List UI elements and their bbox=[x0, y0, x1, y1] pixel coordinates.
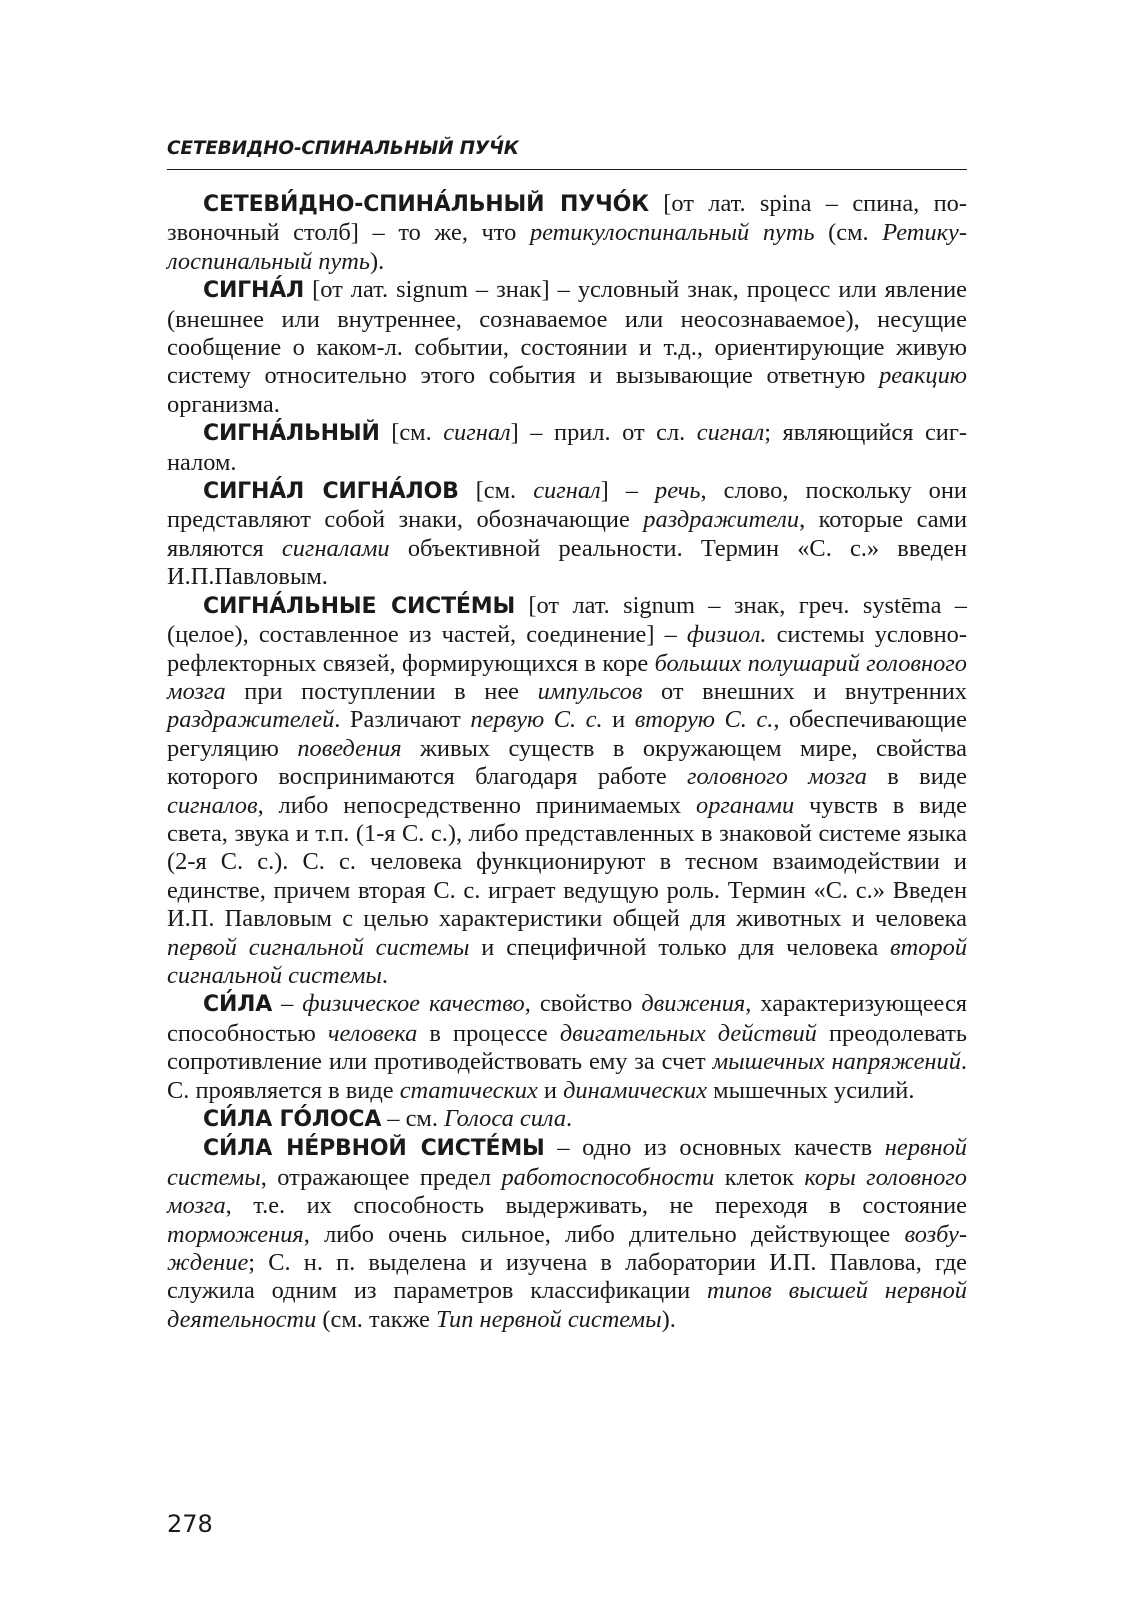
entry-crossref-italic: сигнал bbox=[696, 419, 765, 447]
entry-crossref-italic: физиол. bbox=[686, 621, 767, 649]
entry-text: ; С. н. п. выделена и изучена в лаборатории И.П. Павлова, где служила одним из параметров классификации bbox=[167, 1249, 967, 1305]
dictionary-entry bbox=[167, 990, 967, 1105]
entry-crossref-italic: первую С. с. bbox=[470, 706, 603, 734]
entry-crossref-italic: двигательных действий bbox=[559, 1019, 817, 1047]
entry-text: системы условно-рефлекторных связей, формирующихся в коре bbox=[167, 621, 967, 677]
entry-text: в процессе bbox=[417, 1019, 560, 1047]
dictionary-entries bbox=[167, 190, 967, 1334]
entry-crossref-italic: раздражители bbox=[643, 506, 800, 534]
entry-crossref-italic: работоспособности bbox=[501, 1163, 715, 1191]
entry-crossref-italic: больших полушарий головного мозга bbox=[167, 649, 967, 705]
entry-crossref-italic: поведения bbox=[297, 734, 402, 762]
entry-crossref-italic: Голоса сила bbox=[444, 1105, 567, 1132]
entry-crossref-italic: импульсов bbox=[537, 677, 643, 705]
entry-crossref-italic: второй сигнальной системы bbox=[167, 933, 968, 989]
entry-text: , обеспечивающие регуляцию bbox=[167, 706, 968, 762]
entry-crossref-italic: динамических bbox=[563, 1076, 708, 1104]
entry-crossref-italic: человека bbox=[327, 1019, 418, 1047]
entry-text: [от лат. signum – знак] – условный знак, процесс или явление (внешнее или внутреннее, сознаваемое или неосознаваемое), несущие сообщение о каком-л. событии, состоянии и т.д., ориентирующие живую систему относительно этого события и вызывающие ответную bbox=[167, 276, 967, 390]
entry-headword: СИ́ЛА ГО́ЛОСА bbox=[203, 1107, 382, 1132]
dictionary-entry bbox=[167, 276, 967, 419]
entry-text: (см. также bbox=[316, 1305, 437, 1333]
entry-crossref-italic: физическое качество bbox=[302, 990, 525, 1018]
entry-text: клеток bbox=[714, 1163, 805, 1191]
entry-text: ] – bbox=[600, 477, 656, 505]
entry-text: , отражающее предел bbox=[260, 1163, 502, 1191]
dictionary-entry bbox=[167, 419, 967, 477]
entry-headword: СИ́ЛА НЕ́РВНОЙ СИСТЕ́МЫ bbox=[203, 1136, 545, 1162]
page-number: 278 bbox=[167, 1510, 213, 1538]
entry-crossref-italic: вторую С. с. bbox=[634, 706, 774, 734]
dictionary-entry bbox=[167, 1105, 967, 1134]
entry-crossref-italic: Ретикулоспинальный путь bbox=[167, 219, 967, 275]
entry-text: [см. bbox=[458, 477, 534, 505]
entry-text: [от лат. signum – знак, греч. systēma – (целое), составленное из частей, соединение] – bbox=[167, 591, 968, 649]
entry-crossref-italic: типов высшей нервной деятельности bbox=[167, 1277, 967, 1333]
entry-crossref-italic: сигналов bbox=[167, 791, 258, 819]
entry-headword: СИГНА́Л СИГНА́ЛОВ bbox=[203, 479, 459, 505]
entry-crossref-italic: органами bbox=[696, 791, 795, 819]
entry-headword: СИГНА́ЛЬНЫЕ СИСТЕ́МЫ bbox=[203, 593, 516, 619]
entry-text: (см. bbox=[814, 219, 883, 247]
entry-text: ). bbox=[370, 247, 385, 275]
entry-crossref-italic: коры головного мозга bbox=[167, 1163, 968, 1220]
entry-crossref-italic: мышечных напряжений bbox=[712, 1048, 961, 1076]
entry-text: и bbox=[537, 1076, 564, 1104]
entry-text: преодолевать сопротивление или противодействовать ему за счет bbox=[167, 1019, 967, 1076]
entry-text: ] – прил. от сл. bbox=[510, 419, 697, 447]
entry-text: объективной реальности. Термин «С. с.» введен И.П.Павловым. bbox=[167, 534, 967, 591]
entry-crossref-italic: Тип нервной системы bbox=[436, 1305, 662, 1333]
entry-text: – см. bbox=[381, 1105, 445, 1132]
entry-headword: СИГНА́Л bbox=[203, 278, 305, 304]
entry-crossref-italic: торможения bbox=[167, 1220, 304, 1248]
entry-text: и специфичной только для человека bbox=[469, 933, 891, 961]
entry-text: , либо очень сильное, либо длительно действующее bbox=[303, 1220, 905, 1248]
dictionary-entry bbox=[167, 592, 967, 991]
entry-crossref-italic: первой сигнальной системы bbox=[167, 933, 470, 961]
entry-crossref-italic: реакцию bbox=[879, 362, 967, 390]
entry-text: ). bbox=[661, 1305, 676, 1333]
entry-text: [от лат. spina – спина, позвоночный столб] – то же, что bbox=[167, 190, 967, 247]
entry-crossref-italic: сигнал bbox=[533, 477, 601, 505]
dictionary-entry bbox=[167, 477, 967, 592]
dictionary-entry bbox=[167, 1134, 967, 1334]
entry-text: , либо непосредственно принимаемых bbox=[257, 791, 697, 819]
entry-text: – одно из основных качеств bbox=[544, 1134, 885, 1162]
entry-text: в виде bbox=[866, 763, 967, 791]
entry-text: . Различают bbox=[334, 706, 471, 734]
entry-text: – bbox=[272, 990, 303, 1018]
entry-text: , слово, поскольку они представляют собой знаки, обозначающие bbox=[167, 477, 967, 534]
entry-text: , свойство bbox=[524, 990, 642, 1018]
entry-crossref-italic: возбуждение bbox=[167, 1220, 967, 1277]
running-head: СЕТЕВИДНО-СПИНАЛЬНЫЙ ПУЧ́К bbox=[167, 132, 967, 170]
entry-headword: СИ́ЛА bbox=[203, 992, 273, 1018]
entry-text: от внешних и внутренних bbox=[642, 677, 967, 705]
entry-text: и bbox=[602, 706, 635, 734]
entry-crossref-italic: речь bbox=[655, 477, 701, 505]
entry-crossref-italic: движения bbox=[641, 990, 746, 1018]
dictionary-entry bbox=[167, 190, 967, 276]
entry-text: , которые сами являются bbox=[167, 506, 968, 562]
entry-crossref-italic: сигнал bbox=[443, 419, 511, 447]
entry-text: мышечных усилий. bbox=[707, 1076, 915, 1104]
entry-text: чувств в виде света, звука и т.п. (1-я С. с.), либо представленных в знаковой системе языка (2-я С. с.). С. с. человека функционируют в тесном взаимодействии и единстве, причем вторая С. с. играет ведущую роль. Термин «С. с.» Введен И.П. Павловым с целью характеристики общей для животных и человека bbox=[167, 791, 967, 933]
entry-text: живых существ в окружающем мире, свойства которого воспринимаются благодаря работе bbox=[167, 734, 967, 791]
entry-text: . bbox=[566, 1105, 573, 1132]
entry-headword: СЕТЕВИ́ДНО-СПИНА́ЛЬНЫЙ ПУЧО́К bbox=[203, 192, 649, 217]
entry-text: при поступлении в нее bbox=[225, 677, 538, 705]
entry-text: , т.е. их способность выдерживать, не переходя в состояние bbox=[225, 1192, 967, 1220]
entry-crossref-italic: статических bbox=[399, 1076, 538, 1104]
entry-text: организма. bbox=[167, 390, 280, 418]
entry-text: . С. проявляется в виде bbox=[167, 1048, 968, 1104]
entry-crossref-italic: ретикулоспинальный путь bbox=[529, 219, 815, 247]
entry-text: , характеризующееся способностью bbox=[167, 990, 968, 1047]
entry-text: [см. bbox=[379, 419, 444, 447]
entry-text: ; являющийся сигналом. bbox=[167, 419, 967, 476]
entry-crossref-italic: раздражителей bbox=[167, 706, 335, 734]
entry-headword: СИГНА́ЛЬНЫЙ bbox=[203, 421, 380, 447]
entry-crossref-italic: сигналами bbox=[281, 534, 390, 562]
entry-text: . bbox=[381, 961, 389, 989]
entry-crossref-italic: головного мозга bbox=[687, 763, 867, 791]
entry-crossref-italic: нервной системы bbox=[167, 1134, 967, 1191]
